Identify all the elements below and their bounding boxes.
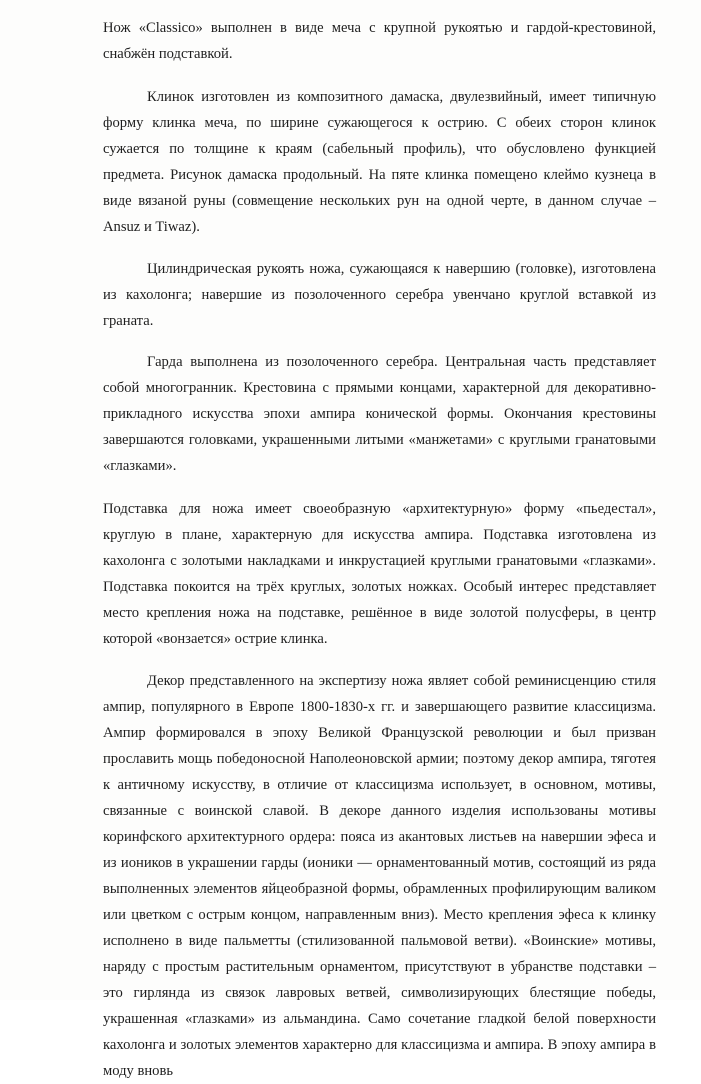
paragraph-handle: Цилиндрическая рукоять ножа, сужающаяся к навершию (головке), изготовлена из кахолонга; навершие из позолоченного серебра увенчано круглой вставкой из граната. — [103, 261, 656, 329]
paragraph-guard: Гарда выполнена из позолоченного серебра. Центральная часть представляет собой многогранник. Крестовина с прямыми концами, характерной для декоративно-прикладного искусства эпохи ампира конической формы. Окончания крестовины завершаются головками, украшенными литыми «манжетами» с круглыми гранатовыми «глазками». — [103, 354, 656, 474]
paragraph-decor: Декор представленного на экспертизу ножа являет собой реминисценцию стиля ампир, популярного в Европе 1800-1830-х гг. и завершающего развитие классицизма. Ампир формировался в эпоху Великой Французской революции и был призван прославить мощь победоносной Наполеоновской армии; поэтому декор ампира, тяготея к античному искусству, в отличие от классицизма использует, в основном, мотивы, связанные с воинской славой. В декоре данного изделия использованы мотивы коринфского архитектурного ордера: пояса из акантовых листьев на навершии эфеса и из иоников в украшении гарды (ионики — орнаментованный мотив, состоящий из ряда выполненных элементов яйцеобразной формы, обрамленных профилирующим валиком или цветком с острым концом, направленным вниз). Место крепления эфеса к клинку исполнено в виде пальметты (стилизованной пальмовой ветви). «Воинские» мотивы, наряду с простым растительным орнаментом, присутствуют в убранстве подставки – это гирлянда из связок лавровых ветвей, символизирующих блестящие победы, украшенная «глазками» из альмандина. Само сочетание гладкой белой поверхности кахолонга и золотых элементов характерно для классицизма и ампира. В эпоху ампира в моду вновь — [103, 673, 656, 1079]
paragraph-stand: Подставка для ножа имеет своеобразную «архитектурную» форму «пьедестал», круглую в плане, характерную для искусства ампира. Подставка изготовлена из кахолонга с золотыми накладками и инкрустацией круглыми гранатовыми «глазками». Подставка покоится на трёх круглых, золотых ножках. Особый интерес представляет место крепления ножа на подставке, решённое в виде золотой полусферы, в центр которой «вонзается» острие клинка. — [103, 501, 656, 647]
paragraph-knife-description: Нож «Classico» выполнен в виде меча с крупной рукоятью и гардой-крестовиной, снабжён подставкой. — [103, 20, 656, 62]
document-body — [103, 15, 656, 1084]
paragraph-blade: Клинок изготовлен из композитного дамаска, двулезвийный, имеет типичную форму клинка меча, по ширине сужающегося к острию. С обеих сторон клинок сужается по толщине к краям (сабельный профиль), что обусловлено функцией предмета. Рисунок дамаска продольный. На пяте клинка помещено клеймо кузнеца в виде вязаной руны (совмещение нескольких рун на одной черте, в данном случае – Ansuz и Tiwaz). — [103, 89, 656, 235]
